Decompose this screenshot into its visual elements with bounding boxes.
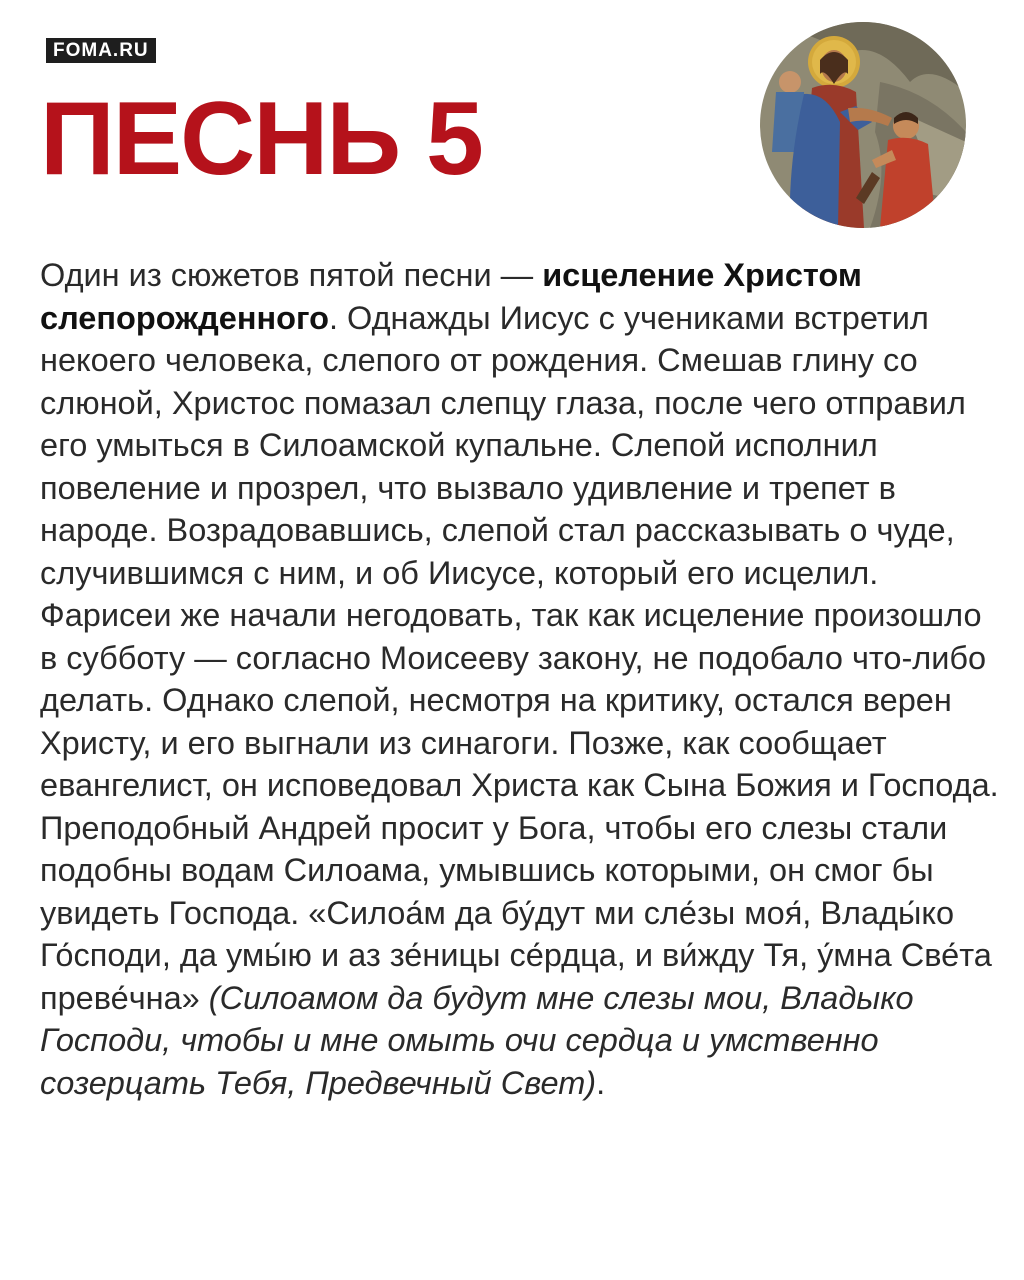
icon-image xyxy=(760,22,966,228)
healing-icon xyxy=(760,22,966,228)
paragraph-intro: Один из сюжетов пятой песни — xyxy=(40,257,543,293)
page-title: ПЕСНЬ 5 xyxy=(40,81,482,197)
paragraph-translation: (Силоамом да будут мне слезы мои, Владыко Господи, чтобы и мне омыть очи сердца и умственно созерцать Тебя, Предвечный Свет) xyxy=(40,979,914,1101)
paragraph-highlight: исцеление Христом слепорожденного xyxy=(40,257,862,336)
body-paragraph xyxy=(40,254,1000,1104)
brand-logo: FOMA.RU xyxy=(46,38,156,63)
paragraph-end: . xyxy=(596,1064,606,1101)
paragraph-main: . Однажды Иисус с учениками встретил некоего человека, слепого от рождения. Смешав глину со слюной, Христос помазал слепцу глаза, после чего отправил его умыться в Силоамской купальне. Слепой исполнил повеление и прозрел, что вызвало удивление и трепет в народе. Возрадовавшись, слепой стал рассказывать о чуде, случившимся с ним, и об Иисусе, который его исцелил. Фарисеи же начали негодовать, так как исцеление произошло в субботу — согласно Моисееву закону, не подобало что-либо делать. Однако слепой, несмотря на критику, остался верен Христу, и его выгнали из синагоги. Позже, как сообщает евангелист, он исповедовал Христа как Сына Божия и Господа. Преподобный Андрей просит у Бога, чтобы его слезы стали подобны водам Силоама, умывшись которыми, он смог бы увидеть Господа. «Силоа́м да бу́дут ми сле́зы моя́, Влады́ко Го́споди, да умы́ю и аз зе́ницы се́рдца, и ви́жду Тя, у́мна Све́та преве́чна» xyxy=(40,299,999,1016)
